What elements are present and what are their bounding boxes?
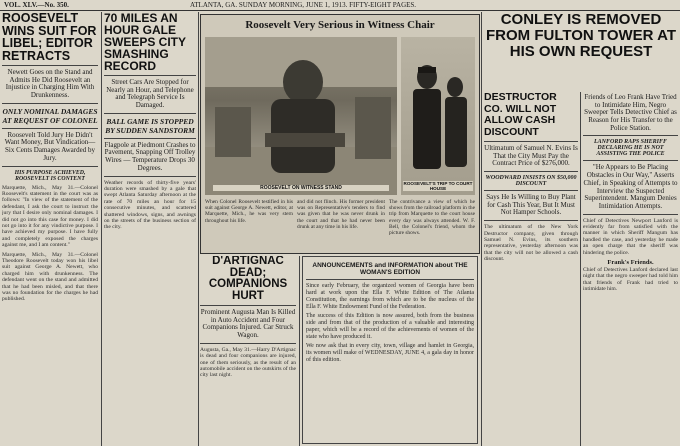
- divider: [2, 128, 98, 129]
- article-body: The ultimatum of the New York Destructor company, given through Samuel N. Evins, its southern representative, yesterday afternoon was that the city will not be allowed a cash discount.: [484, 224, 578, 263]
- divider: [200, 343, 296, 344]
- headline-dartignac: D'ARTIGNAC DEAD; COMPANIONS HURT: [208, 256, 288, 302]
- photo-caption-3: The contrivance a view of which he shows from the railroad platform in the trip from Marquette to the court house every day was always attended. W. F. Bell, the Colonel's friend, whom the picture shows.: [389, 199, 475, 237]
- divider: [583, 214, 678, 215]
- photo-label-left: ROOSEVELT ON WITNESS STAND: [213, 185, 389, 191]
- photo-section: [200, 14, 480, 254]
- volume-number: VOL. XLV.—No. 350.: [4, 1, 69, 9]
- divider: [484, 141, 578, 142]
- article-body: Chief of Detectives Newport Lanford is evidently far from satisfied with the manner in which Sheriff Mangum has handled the case, and yesterday he made an open charge that the sheriff was hindering the police.: [583, 217, 678, 256]
- deck-lanford-quote: "He Appears to Be Placing Obstacles in Our Way," Asserts Chief, in Speaking of Attempts to Interview the Suspected Superintendent. Mangum Denies Intimidation Attempts.: [583, 163, 678, 210]
- headline-destructor: DESTRUCTOR CO. WILL NOT ALLOW CASH DISCOUNT: [484, 92, 557, 138]
- article-body: Weather records of thirty-five years' duration were smashed by a gale that swept Atlanta Saturday afternoon at the rate of 70 miles an hour for 15 consecutive minutes, and scattered shattered windows, signs, and awnings on the streets of the business section of the city.: [104, 179, 196, 231]
- subhead-nominal-damages: ONLY NOMINAL DAMAGES AT REQUEST OF COLONEL: [2, 106, 98, 125]
- column-rule: [299, 256, 300, 446]
- divider: [2, 103, 98, 104]
- divider: [306, 279, 474, 280]
- divider: [104, 113, 196, 114]
- subhead-franks-friends: Frank's Friends.: [607, 259, 654, 266]
- subhead-ball-game: BALL GAME IS STOPPED BY SUDDEN SANDSTORM: [105, 116, 195, 135]
- headline-gale: 70 MILES AN HOUR GALE SWEEPS CITY SMASHING RECORD: [104, 12, 186, 73]
- photo-illustration: [401, 37, 475, 195]
- divider: [104, 75, 196, 76]
- column-rule: [101, 12, 102, 446]
- announcement-box: [302, 256, 478, 444]
- deck-frank-friends: Friends of Leo Frank Have Tried to Intimidate Him, Negro Sweeper Tells Detective Chief as Reason for His Transfer to the Police Station.: [584, 93, 677, 132]
- box-headline: HIS PURPOSE ACHIEVED, ROOSEVELT IS CONTENT: [14, 169, 86, 182]
- headline-roosevelt-libel: ROOSEVELT WINS SUIT FOR LIBEL; EDITOR RETRACTS: [2, 12, 97, 63]
- column-rule: [580, 92, 581, 446]
- divider: [583, 135, 678, 136]
- divider: [104, 138, 196, 139]
- announcement-body: Since early February, the organized women of Georgia have been hard at work upon the Ella F. White Edition of The Atlanta Constitution, the earnings from which are to be the nucleus of the Ella F. White Endowment Fund of the Federation.: [306, 283, 474, 311]
- column-gale: [104, 12, 196, 444]
- column-rule: [481, 12, 482, 446]
- deck-newett: Newett Goes on the Stand and Admits He Did Roosevelt an Injustice in Charging Him With Drunkenness.: [5, 68, 95, 100]
- dateline-bar: [0, 0, 680, 11]
- column-destructor: [484, 92, 578, 444]
- article-body: Chief of Detectives Lanford declared last night that the negro sweeper had told him that friends of Frank had tried to intimidate him.: [583, 267, 678, 293]
- divider: [2, 166, 98, 167]
- column-roosevelt-libel: [2, 12, 98, 444]
- divider: [583, 160, 678, 161]
- divider: [104, 176, 196, 177]
- subhead-lanford: LANFORD RAPS SHERIFF DECLARING HE IS NOT ASSISTING THE POLICE: [593, 139, 668, 158]
- deck-dartignac: Prominent Augusta Man Is Killed in Auto Accident and Four Companions Injured. Car Struck Wagon.: [200, 308, 296, 340]
- divider: [2, 65, 98, 66]
- divider: [484, 190, 578, 191]
- photo-illustration: [205, 37, 397, 195]
- deck-ultimatum: Ultimatum of Samuel N. Evins Is That the City Must Pay the Contract Price of $276,000.: [484, 144, 578, 168]
- divider: [200, 305, 296, 306]
- date-line: ATLANTA, GA. SUNDAY MORNING, JUNE 1, 1913. FIFTY-EIGHT PAGES.: [190, 1, 417, 9]
- article-body: Marquette, Mich., May 31.—Colonel Theodore Roosevelt today won his libel suit against George A. Newett, who charged him with drunkenness. The defendant went on the stand and admitted that he had been misled, and that there was no foundation for the charges he had published.: [2, 251, 98, 303]
- column-rule: [198, 12, 199, 446]
- photo-title: Roosevelt Very Serious in Witness Chair: [245, 19, 435, 31]
- divider: [484, 171, 578, 172]
- divider: [484, 220, 578, 221]
- column-dartignac: [200, 256, 296, 444]
- deck-street-cars: Street Cars Are Stopped for Nearly an Hour, and Telephone and Telegraph Service Is Damaged.: [106, 78, 194, 110]
- announcement-body: We now ask that in every city, town, village and hamlet in Georgia, its women will make of WEDNESDAY, JUNE 4, a gala day in honor of this edition.: [306, 343, 474, 364]
- column-conley-header: [484, 12, 678, 92]
- headline-conley: CONLEY IS REMOVED FROM FULTON TOWER AT HIS OWN REQUEST: [486, 12, 676, 60]
- photo-caption-2: and did not flinch. His former president was on Representative's tenders to find was given that he was never drunk in the court and that he had never been drunk at any time in his life.: [297, 199, 385, 230]
- article-body: Marquette, Mich., May 31.—Colonel Roosevelt's statement in the court was as follows: "In view of the statement of the defendant, I ask the court to instruct the jury that I desire only nominal damages. I did not go into this case for money. I did not go into it for any vindictive purpose. I have achieved my purpose. I have fully and completely exposed the charges against me, and I am content.": [2, 184, 98, 249]
- announcement-headline: ANNOUNCEMENTS and INFORMATION about THE WOMAN'S EDITION: [312, 262, 468, 277]
- roosevelt-witness-photo: [205, 37, 397, 195]
- deck-flagpole: Flagpole at Piedmont Crashes to Pavement, Snapping Off Trolley Wires — Temperature Drops 30 Degrees.: [104, 140, 196, 172]
- photo-label-right: ROOSEVELT'S TRIP TO COURT HOUSE: [403, 181, 473, 191]
- deck-woodward: Says He Is Willing to Buy Plant for Cash This Year, But It Must Not Hamper Schools.: [486, 193, 576, 217]
- deck-vindication: Roosevelt Told Jury He Didn't Want Money, But Vindication—Six Cents Damages Awarded by Jury.: [4, 130, 96, 162]
- announcement-body: The success of this Edition is now assured, both from the business side and from that of the production of a valuable and interesting paper, which will be a record of the achievements of women of the state who have produced it.: [306, 313, 474, 341]
- roosevelt-walking-photo: [401, 37, 475, 195]
- article-body: Augusta, Ga., May 31.—Harry D'Artignac is dead and four companions are injured, one of them seriously, as the result of an automobile accident on the outskirts of the city last night.: [200, 346, 296, 379]
- photo-caption-1: When Colonel Roosevelt testified in his suit against George A. Newett, editor, at Marquette, Mich., he was very stern throughout his life.: [205, 199, 293, 224]
- column-frank: [583, 92, 678, 444]
- subhead-woodward: WOODWARD INSISTS ON $50,000 DISCOUNT: [485, 175, 577, 188]
